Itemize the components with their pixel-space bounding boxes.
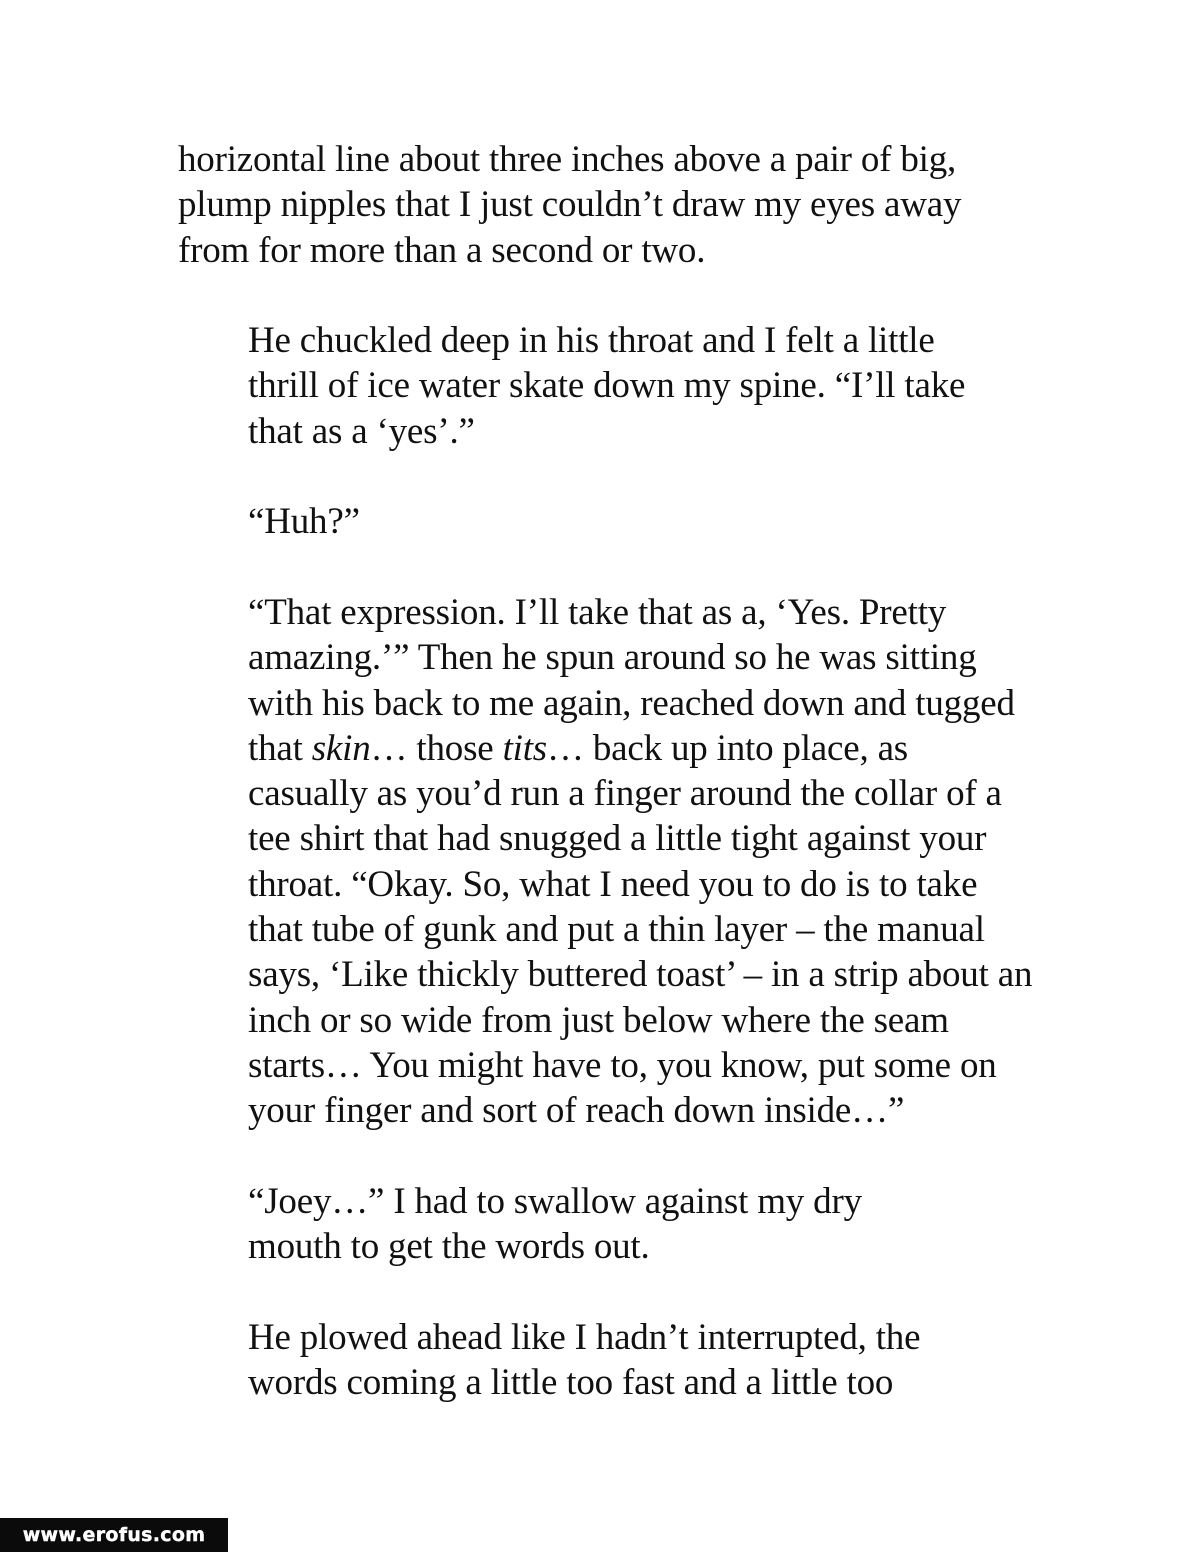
paragraph xyxy=(178,499,1038,544)
text-line: says, ‘Like thickly buttered toast’ – in a strip about an xyxy=(248,954,1033,996)
text-line: “That expression. I’ll take that as a, ‘Yes. Pretty xyxy=(248,591,947,633)
text-line: words coming a little too fast and a little too xyxy=(248,1362,894,1404)
paragraph xyxy=(178,590,1038,1134)
text-line: that as a ‘yes’.” xyxy=(248,410,475,452)
text-line: He chuckled deep in his throat and I felt a little xyxy=(248,320,935,362)
text-line: that tube of gunk and put a thin layer – the manual xyxy=(248,909,985,951)
text-line: “Huh?” xyxy=(248,501,360,543)
text-line: your finger and sort of reach down inside…” xyxy=(248,1090,905,1132)
text-line: with his back to me again, reached down and tugged xyxy=(248,682,1015,724)
text-line: tee shirt that had snugged a little tight against your xyxy=(248,818,987,860)
paragraph xyxy=(178,137,1038,273)
text-line: horizontal line about three inches above a pair of big, xyxy=(178,139,957,180)
body-text xyxy=(178,137,1038,1451)
text-line: inch or so wide from just below where the seam xyxy=(248,999,949,1041)
text-line: throat. “Okay. So, what I need you to do is to take xyxy=(248,863,978,905)
text-line: amazing.’” Then he spun around so he was sitting xyxy=(248,637,977,679)
text-line: thrill of ice water skate down my spine. “I’ll take xyxy=(248,365,966,407)
text-line: starts… You might have to, you know, put some on xyxy=(248,1044,997,1086)
text-line: plump nipples that I just couldn’t draw my eyes away xyxy=(178,184,962,226)
text-line: that skin… those tits… back up into place, as xyxy=(248,727,908,769)
text-line: from for more than a second or two. xyxy=(178,229,706,271)
paragraph xyxy=(178,318,1038,454)
site-watermark: www.erofus.com xyxy=(0,1518,228,1552)
text-line: “Joey…” I had to swallow against my dry xyxy=(248,1180,862,1222)
text-line: casually as you’d run a finger around the collar of a xyxy=(248,773,1002,815)
paragraph xyxy=(178,1179,1038,1270)
text-line: mouth to get the words out. xyxy=(248,1226,650,1268)
text-line: He plowed ahead like I hadn’t interrupted, the xyxy=(248,1316,921,1358)
paragraph xyxy=(178,1315,1038,1406)
